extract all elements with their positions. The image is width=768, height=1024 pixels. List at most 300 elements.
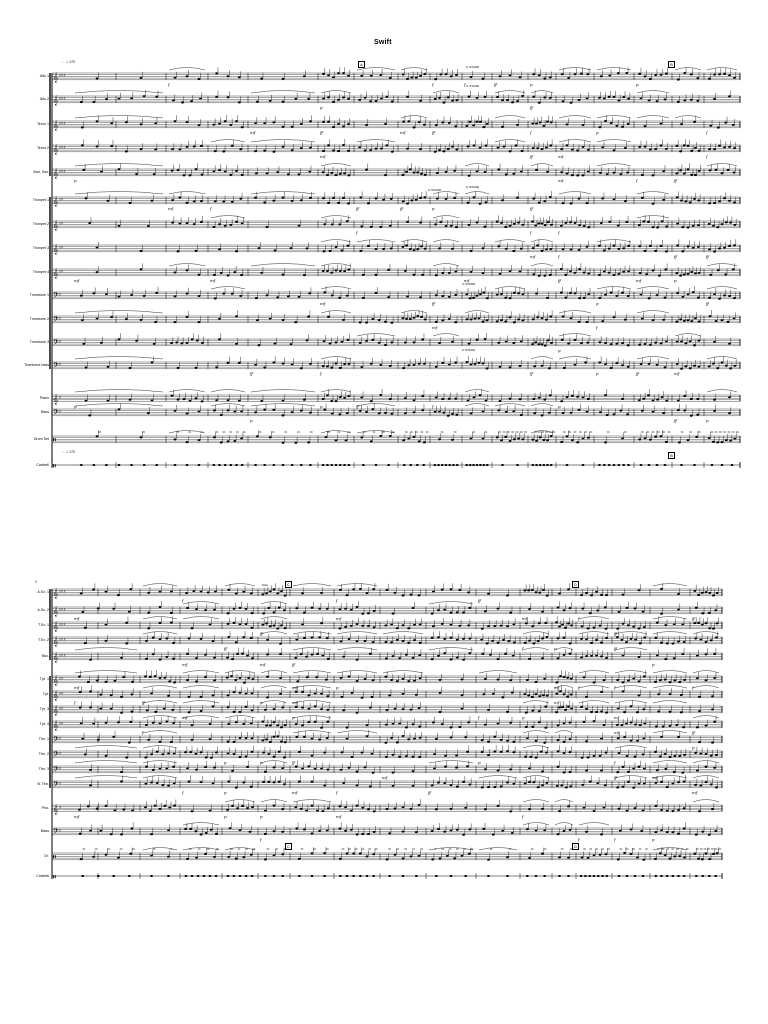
- system-1-staff-label: Tenor 2: [37, 146, 49, 150]
- system-1-note-head: [379, 226, 382, 228]
- system-2-note-head: [152, 722, 155, 724]
- system-1-note-head: [697, 366, 700, 368]
- system-1-note-head: [716, 441, 719, 443]
- system-2-note-head: [318, 739, 321, 741]
- system-2-note-head: [243, 682, 246, 684]
- system-1-note-head: [441, 122, 444, 124]
- system-1-note-head: [712, 441, 715, 443]
- system-1-note-head: [718, 145, 721, 147]
- system-1-note-head: [521, 293, 524, 295]
- system-1-dynamic: f: [636, 178, 638, 183]
- system-2-note-head: [466, 751, 469, 753]
- system-2-note-head: [660, 588, 663, 590]
- system-2-note-head: [246, 655, 249, 657]
- system-2-note-head: [524, 756, 527, 758]
- system-2-note-head: [372, 588, 375, 590]
- system-2-slur: [555, 731, 573, 734]
- system-1-note-head: [642, 398, 645, 400]
- system-1-slur: [637, 287, 669, 290]
- system-1-note-head: [308, 171, 311, 173]
- system-2-note-head: [669, 756, 672, 758]
- system-2-note-head: [173, 681, 176, 683]
- system-2-note-head: [410, 594, 413, 596]
- system-1-note-head: [587, 226, 590, 228]
- system-1-note-head: [365, 411, 368, 413]
- system-2-dynamic: p: [554, 646, 557, 651]
- system-1-note-head: [482, 362, 485, 364]
- system-1-dynamic: p: [74, 404, 77, 409]
- system-1-note-head: [436, 172, 439, 174]
- system-1-note-head: [240, 410, 243, 412]
- system-1-dynamic: mf: [674, 371, 680, 376]
- system-1-note-head: [332, 126, 335, 128]
- system-1-note-head: [323, 408, 326, 410]
- system-2-note-head: [204, 609, 207, 611]
- system-1-note-head: [511, 101, 514, 103]
- system-1-note-head: [677, 79, 680, 81]
- system-1-note-head: [512, 342, 515, 344]
- system-1-note-head: [215, 366, 218, 368]
- system-2-note-head: [156, 751, 159, 753]
- system-1-note-head: [424, 248, 427, 250]
- drum-tempo-marking: ♩ = 170: [62, 450, 75, 454]
- system-1-note-head: [709, 315, 712, 317]
- system-1-note-head: [276, 296, 279, 298]
- system-1-note-head: [287, 295, 290, 297]
- system-1-note-head: [129, 367, 132, 369]
- system-1-note-head: [478, 317, 481, 319]
- system-2-note-head: [443, 652, 446, 654]
- system-1-note-head: [434, 78, 437, 80]
- system-2-note-head: [546, 695, 549, 697]
- system-1-note-head: [415, 77, 418, 79]
- system-1-slur: [597, 116, 631, 119]
- system-1-note-head: [604, 363, 607, 365]
- system-1-note-head: [693, 121, 696, 123]
- system-2-staff-label: Tbn. 2: [38, 752, 49, 756]
- system-1-note-head: [479, 293, 482, 295]
- system-1-note-head: [496, 294, 499, 296]
- system-1-note-head: [323, 223, 326, 225]
- system-2-note-head: [705, 591, 708, 593]
- system-1-note-head: [697, 246, 700, 248]
- system-1-note-head: [222, 293, 225, 295]
- system-2-note-head: [497, 658, 500, 660]
- system-1-note-head: [476, 339, 479, 341]
- system-1-note-head: [693, 198, 696, 200]
- system-2-note-head: [276, 725, 279, 727]
- system-2-note-head: [563, 693, 566, 695]
- system-2-note-head: [361, 752, 364, 754]
- system-1-note-head: [676, 341, 679, 343]
- system-2-slur: [615, 648, 647, 651]
- system-2-note-head: [511, 692, 514, 694]
- system-2-note-head: [367, 625, 370, 627]
- system-2-note-head: [250, 593, 253, 595]
- system-1-note-head: [654, 342, 657, 344]
- system-1-note-head: [390, 322, 393, 324]
- system-2-note-head: [316, 653, 319, 655]
- system-2-note-head: [350, 609, 353, 611]
- system-1-note-head: [617, 273, 620, 275]
- system-2-note-head: [467, 721, 470, 723]
- system-2-note-head: [555, 711, 558, 713]
- system-1-dynamic: ff: [432, 130, 435, 135]
- system-2-note-head: [280, 590, 283, 592]
- system-2-note-head: [439, 692, 442, 694]
- system-2-note-head: [266, 676, 269, 678]
- system-1-note-head: [505, 341, 508, 343]
- system-2-note-head: [570, 678, 573, 680]
- system-1-key-signature-icon: ♯: [59, 317, 62, 322]
- system-1-note-head: [627, 98, 630, 100]
- system-2-note-head: [385, 756, 388, 758]
- system-1-note-head: [339, 173, 342, 175]
- system-1-note-head: [309, 120, 312, 122]
- system-1-note-head: [476, 295, 479, 297]
- system-2-note-head: [188, 711, 191, 713]
- system-1-note-head: [291, 411, 294, 413]
- system-1-note-head: [716, 226, 719, 228]
- system-1-note-head: [652, 399, 655, 401]
- system-1-note-head: [715, 169, 718, 171]
- system-1-note-head: [434, 223, 437, 225]
- system-1-note-head: [542, 439, 545, 441]
- system-1-note-head: [274, 249, 277, 251]
- system-1-note-head: [406, 296, 409, 298]
- system-1-note-head: [566, 435, 569, 437]
- system-2-note-head: [557, 657, 560, 659]
- system-1-note-head: [476, 97, 479, 99]
- system-1-note-head: [300, 123, 303, 125]
- system-1-note-head: [200, 221, 203, 223]
- system-2-note-head: [694, 638, 697, 640]
- system-1-slur: [465, 404, 489, 407]
- system-1-note-head: [404, 397, 407, 399]
- system-2-dynamic: p: [478, 760, 481, 765]
- system-1-note-head: [543, 275, 546, 277]
- system-2-note-head: [599, 755, 602, 757]
- system-1-note-head: [448, 296, 451, 298]
- system-1-note-head: [600, 222, 603, 224]
- system-1-note-head: [198, 295, 201, 297]
- system-1-note-head: [421, 409, 424, 411]
- system-1-note-head: [322, 398, 325, 400]
- system-1-note-head: [733, 244, 736, 246]
- system-1-note-head: [678, 442, 681, 444]
- system-1-note-head: [728, 396, 731, 398]
- system-1-note-head: [613, 464, 616, 466]
- system-1-note-head: [365, 169, 368, 171]
- system-1-dynamic: p: [674, 278, 677, 283]
- system-2-dynamic: f: [522, 646, 524, 651]
- system-2-note-head: [694, 752, 697, 754]
- system-2-note-head: [251, 627, 254, 629]
- system-1-note-head: [570, 202, 573, 204]
- system-1-note-head: [260, 77, 263, 79]
- system-2-note-head: [159, 591, 162, 593]
- system-2-note-head: [563, 752, 566, 754]
- system-2-note-head: [439, 711, 442, 713]
- stand-mark-saxes: in STAND: [466, 65, 480, 69]
- system-2-note-head: [710, 639, 713, 641]
- system-1-note-head: [517, 292, 520, 294]
- system-2-note-head: [96, 680, 99, 682]
- system-2-note-head: [708, 612, 711, 614]
- system-1-slur: [357, 240, 395, 243]
- system-2-note-head: [487, 754, 490, 756]
- system-2-note-head: [604, 606, 607, 608]
- system-1-slur: [637, 357, 669, 360]
- system-1-note-head: [347, 464, 350, 466]
- system-1-note-head: [308, 292, 311, 294]
- system-1-note-head: [178, 223, 181, 225]
- system-2-note-head: [705, 641, 708, 643]
- rehearsal-mark-a: A: [358, 61, 365, 68]
- system-1-note-head: [509, 74, 512, 76]
- system-2-note-head: [167, 752, 170, 754]
- system-1-note-head: [327, 316, 330, 318]
- system-2-staff-label: Tpt. 1: [39, 677, 49, 681]
- system-1-slur: [75, 116, 163, 119]
- system-1-note-head: [327, 144, 330, 146]
- system-1-dynamic: mf: [558, 178, 564, 183]
- system-1-dynamic: f: [558, 230, 560, 235]
- system-1-note-head: [413, 399, 416, 401]
- system-2-note-head: [239, 756, 242, 758]
- system-2-note-head: [642, 753, 645, 755]
- system-1-note-head: [309, 147, 312, 149]
- system-1-note-head: [469, 121, 472, 123]
- system-2-note-head: [673, 680, 676, 682]
- system-1-note-head: [375, 148, 378, 150]
- system-1-note-head: [571, 174, 574, 176]
- system-2-note-head: [484, 724, 487, 726]
- system-1-note-head: [186, 464, 189, 466]
- system-2-note-head: [226, 677, 229, 679]
- system-1-note-head: [645, 273, 648, 275]
- system-1-note-head: [497, 168, 500, 170]
- system-1-note-head: [389, 435, 392, 437]
- system-1-note-head: [690, 271, 693, 273]
- system-2-dynamic: f: [692, 685, 694, 690]
- system-1-note-head: [687, 319, 690, 321]
- system-2-note-head: [407, 642, 410, 644]
- system-1-note-head: [323, 340, 326, 342]
- system-2-dynamic: p: [224, 760, 227, 765]
- system-2-note-head: [580, 706, 583, 708]
- system-1-note-head: [613, 245, 616, 247]
- system-1-note-head: [532, 273, 535, 275]
- system-2-staff-label: A.Sx. 2: [37, 608, 49, 612]
- system-1-note-head: [665, 441, 668, 443]
- system-1-note-head: [390, 341, 393, 343]
- system-1-slur: [321, 264, 351, 267]
- system-1-note-head: [282, 197, 285, 199]
- system-2-note-head: [159, 659, 162, 661]
- system-2-note-head: [245, 737, 248, 739]
- system-1-note-head: [224, 170, 227, 172]
- system-1-note-head: [571, 149, 574, 151]
- system-2-note-head: [361, 697, 364, 699]
- system-1-note-head: [569, 292, 572, 294]
- system-2-dynamic: p: [692, 745, 695, 750]
- system-2-note-head: [172, 658, 175, 660]
- system-2-note-head: [500, 625, 503, 627]
- system-2-slur: [523, 731, 549, 734]
- system-2-note-head: [569, 738, 572, 740]
- system-2-note-head: [603, 679, 606, 681]
- system-2-note-head: [311, 636, 314, 638]
- system-2-note-head: [643, 626, 646, 628]
- system-1-note-head: [447, 96, 450, 98]
- system-1-note-head: [713, 202, 716, 204]
- system-1-slur: [251, 404, 315, 407]
- system-2-dynamic: ff: [260, 631, 263, 636]
- system-1-note-head: [576, 174, 579, 176]
- system-2-note-head: [407, 738, 410, 740]
- system-2-note-head: [535, 757, 538, 759]
- system-1-slur: [75, 311, 163, 314]
- system-2-note-head: [535, 693, 538, 695]
- system-2-note-head: [532, 643, 535, 645]
- system-1-note-head: [200, 145, 203, 147]
- system-1-note-head: [214, 150, 217, 152]
- system-1-clef-icon: 𝄞: [53, 73, 59, 83]
- system-1-note-head: [290, 247, 293, 249]
- system-1-note-head: [497, 147, 500, 149]
- system-1-note-head: [454, 294, 457, 296]
- system-1-note-head: [423, 73, 426, 75]
- system-1-note-head: [384, 412, 387, 414]
- system-1-note-head: [213, 436, 216, 438]
- system-1-note-head: [154, 122, 157, 124]
- system-2-note-head: [507, 640, 510, 642]
- system-1-note-head: [677, 409, 680, 411]
- system-1-note-head: [467, 146, 470, 148]
- system-2-note-head: [315, 676, 318, 678]
- system-2-note-head: [501, 696, 504, 698]
- system-1-note-head: [420, 316, 423, 318]
- system-1-note-head: [662, 170, 665, 172]
- system-1-note-head: [402, 367, 405, 369]
- system-1-note-head: [421, 395, 424, 397]
- system-1-note-head: [282, 363, 285, 365]
- system-1-note-head: [130, 97, 133, 99]
- system-1-note-head: [110, 316, 113, 318]
- system-1-note-head: [218, 223, 221, 225]
- system-1-note-head: [175, 341, 178, 343]
- system-2-note-head: [705, 679, 708, 681]
- system-1-note-head: [215, 399, 218, 401]
- system-1-note-head: [291, 149, 294, 151]
- system-1-note-head: [586, 411, 589, 413]
- system-2-note-head: [669, 725, 672, 727]
- system-1-note-head: [536, 316, 539, 318]
- system-2-slur: [183, 617, 219, 620]
- system-2-note-head: [683, 641, 686, 643]
- system-1-staff-label: Trombone bass: [24, 363, 49, 367]
- system-1-slur: [559, 68, 591, 71]
- system-2-note-head: [630, 638, 633, 640]
- system-2-note-head: [504, 653, 507, 655]
- system-1-note-head: [560, 400, 563, 402]
- system-1-note-head: [569, 221, 572, 223]
- system-1-note-head: [470, 437, 473, 439]
- system-1-note-head: [587, 437, 590, 439]
- system-1-note-head: [174, 295, 177, 297]
- system-2-note-head: [638, 627, 641, 629]
- system-1-note-head: [110, 145, 113, 147]
- system-1-note-head: [683, 395, 686, 397]
- system-1-note-head: [272, 121, 275, 123]
- system-1-note-head: [469, 464, 472, 466]
- system-2-note-head: [481, 739, 484, 741]
- system-1-note-head: [563, 367, 566, 369]
- system-2-note-head: [590, 642, 593, 644]
- system-2-note-head: [320, 693, 323, 695]
- system-1-note-head: [330, 272, 333, 274]
- system-1-note-head: [233, 411, 236, 413]
- system-2-note-head: [671, 643, 674, 645]
- system-1-note-head: [519, 365, 522, 367]
- system-1-note-head: [238, 76, 241, 78]
- system-1-note-head: [532, 198, 535, 200]
- system-2-note-head: [173, 752, 176, 754]
- system-2-note-head: [618, 752, 621, 754]
- system-2-note-head: [195, 608, 198, 610]
- system-2-note-head: [660, 613, 663, 615]
- system-1-note-head: [537, 343, 540, 345]
- system-1-note-head: [387, 269, 390, 271]
- system-1-slur: [321, 287, 351, 290]
- system-1-note-head: [378, 412, 381, 414]
- system-2-note-head: [392, 655, 395, 657]
- system-2-note-head: [616, 724, 619, 726]
- system-1-note-head: [683, 144, 686, 146]
- system-1-note-head: [227, 75, 230, 77]
- system-2-note-head: [396, 627, 399, 629]
- system-2-note-head: [699, 639, 702, 641]
- system-1-note-head: [298, 225, 301, 227]
- system-1-note-head: [513, 321, 516, 323]
- system-2-note-head: [657, 710, 660, 712]
- system-1-note-head: [451, 248, 454, 250]
- system-2-note-head: [276, 735, 279, 737]
- system-1-slur: [433, 91, 459, 94]
- system-2-note-head: [458, 625, 461, 627]
- system-2-note-head: [344, 626, 347, 628]
- system-2-note-head: [318, 608, 321, 610]
- system-1-note-head: [96, 271, 99, 273]
- system-2-note-head: [405, 727, 408, 729]
- system-1-note-head: [560, 148, 563, 150]
- system-2-note-head: [563, 676, 566, 678]
- system-2-note-head: [112, 608, 115, 610]
- system-2-note-head: [542, 694, 545, 696]
- system-1-dynamic: ff: [530, 371, 533, 376]
- system-1-note-head: [615, 362, 618, 364]
- system-1-note-head: [474, 317, 477, 319]
- system-1-note-head: [536, 244, 539, 246]
- system-1-note-head: [560, 441, 563, 443]
- system-1-note-head: [401, 317, 404, 319]
- system-1-note-head: [733, 201, 736, 203]
- system-2-note-head: [390, 641, 393, 643]
- system-1-note-head: [406, 203, 409, 205]
- system-2-note-head: [366, 724, 369, 726]
- system-1-note-head: [684, 201, 687, 203]
